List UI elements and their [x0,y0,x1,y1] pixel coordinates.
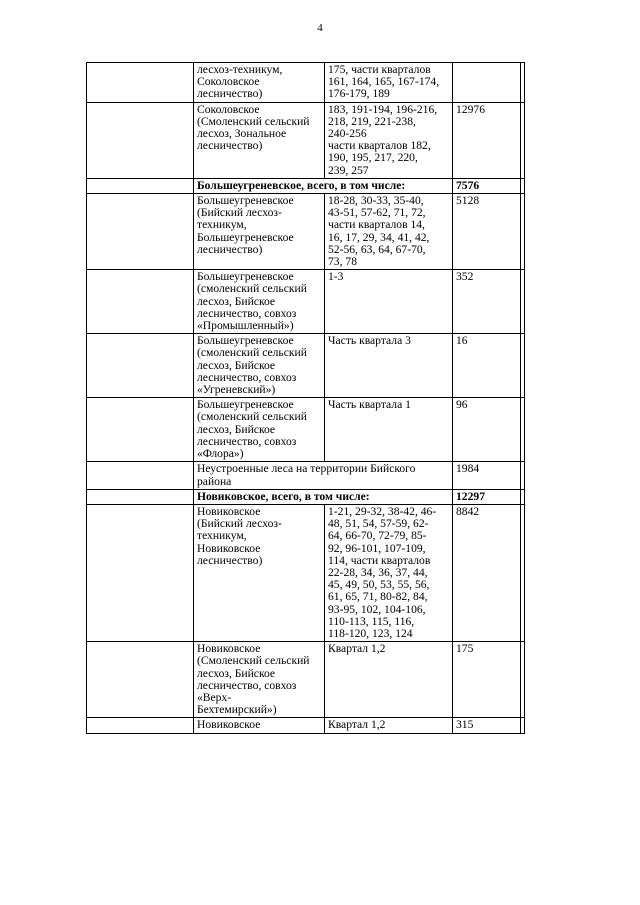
subtotal-area-cell: 7576 [453,178,521,193]
quarters-cell: Квартал 1,2 [325,642,453,718]
forestry-name-cell: Новиковское (Бийский лесхоз- техникум, Новиковское лесничество) [194,504,325,641]
quarters-cell: Часть квартала 1 [325,398,453,462]
empty-cell [521,462,525,489]
empty-cell [87,102,194,178]
empty-cell [521,504,525,641]
forestry-name-cell: Соколовское (Смоленский сельский лесхоз, Зональное лесничество) [194,102,325,178]
empty-cell [87,194,194,270]
area-cell: 5128 [453,194,521,270]
table-row [87,504,525,641]
empty-cell [521,334,525,398]
table-row [87,642,525,718]
area-cell: 96 [453,398,521,462]
empty-cell [87,398,194,462]
quarters-cell: 175, части кварталов 161, 164, 165, 167-174, 176-179, 189 [325,63,453,103]
quarters-cell: 1-3 [325,270,453,334]
empty-cell [87,178,194,193]
empty-cell [521,63,525,103]
page-number: 4 [317,22,323,34]
table-row [87,334,525,398]
empty-cell [521,270,525,334]
table-row [87,194,525,270]
empty-cell [87,489,194,504]
table-row [87,462,525,489]
area-cell: 12976 [453,102,521,178]
span-label-cell: Неустроенные леса на территории Бийского района [194,462,453,489]
forestry-name-cell: лесхоз-техникум, Соколовское лесничество) [194,63,325,103]
empty-cell [87,462,194,489]
empty-cell [521,194,525,270]
empty-cell [87,504,194,641]
quarters-cell: Часть квартала 3 [325,334,453,398]
empty-cell [521,718,525,733]
forestry-name-cell: Новиковское [194,718,325,733]
forestry-name-cell: Большеугреневское (Бийский лесхоз- техникум, Большеугреневское лесничество) [194,194,325,270]
empty-cell [87,334,194,398]
quarters-cell: 183, 191-194, 196-216, 218, 219, 221-238, 240-256 части кварталов 182, 190, 195, 217, 220, 239, 257 [325,102,453,178]
table-row [87,718,525,733]
empty-cell [521,398,525,462]
empty-cell [87,63,194,103]
empty-cell [87,270,194,334]
area-cell: 175 [453,642,521,718]
quarters-cell: 1-21, 29-32, 38-42, 46- 48, 51, 54, 57-59, 62- 64, 66-70, 72-79, 85- 92, 96-101, 107-109, 114, части кварталов 22-28, 34, 36, 37, 44, 45, 49, 50, 53, 55, 56, 61, 65, 71, 80-82, 84, 93-95, 102, 104-106, 110-113, 115, 116, 118-120, 123, 124 [325,504,453,641]
quarters-cell: 18-28, 30-33, 35-40, 43-51, 57-62, 71, 72, части кварталов 14, 16, 17, 29, 34, 41, 42, 52-56, 63, 64, 67-70, 73, 78 [325,194,453,270]
table-row [87,102,525,178]
area-cell: 315 [453,718,521,733]
empty-cell [521,102,525,178]
empty-cell [521,178,525,193]
empty-cell [87,718,194,733]
area-cell: 16 [453,334,521,398]
empty-cell [87,642,194,718]
table-row [87,398,525,462]
table-row [87,489,525,504]
table-row [87,63,525,103]
subtotal-label-cell: Большеугреневское, всего, в том числе: [194,178,453,193]
forestry-name-cell: Большеугреневское (смоленский сельский лесхоз, Бийское лесничество, совхоз «Угреневский») [194,334,325,398]
subtotal-label-cell: Новиковское, всего, в том числе: [194,489,453,504]
forestry-name-cell: Большеугреневское (смоленский сельский лесхоз, Бийское лесничество, совхоз «Промышленный») [194,270,325,334]
table-body [87,63,525,734]
area-cell: 8842 [453,504,521,641]
table-row [87,178,525,193]
forestry-name-cell: Большеугреневское (смоленский сельский лесхоз, Бийское лесничество, совхоз «Флора») [194,398,325,462]
empty-cell [521,489,525,504]
table-row [87,270,525,334]
quarters-cell: Квартал 1,2 [325,718,453,733]
empty-cell [521,642,525,718]
forest-areas-table [86,62,525,734]
area-cell: 1984 [453,462,521,489]
area-cell [453,63,521,103]
forestry-name-cell: Новиковское (Смоленский сельский лесхоз, Бийское лесничество, совхоз «Верх- Бехтемирский») [194,642,325,718]
area-cell: 352 [453,270,521,334]
subtotal-area-cell: 12297 [453,489,521,504]
